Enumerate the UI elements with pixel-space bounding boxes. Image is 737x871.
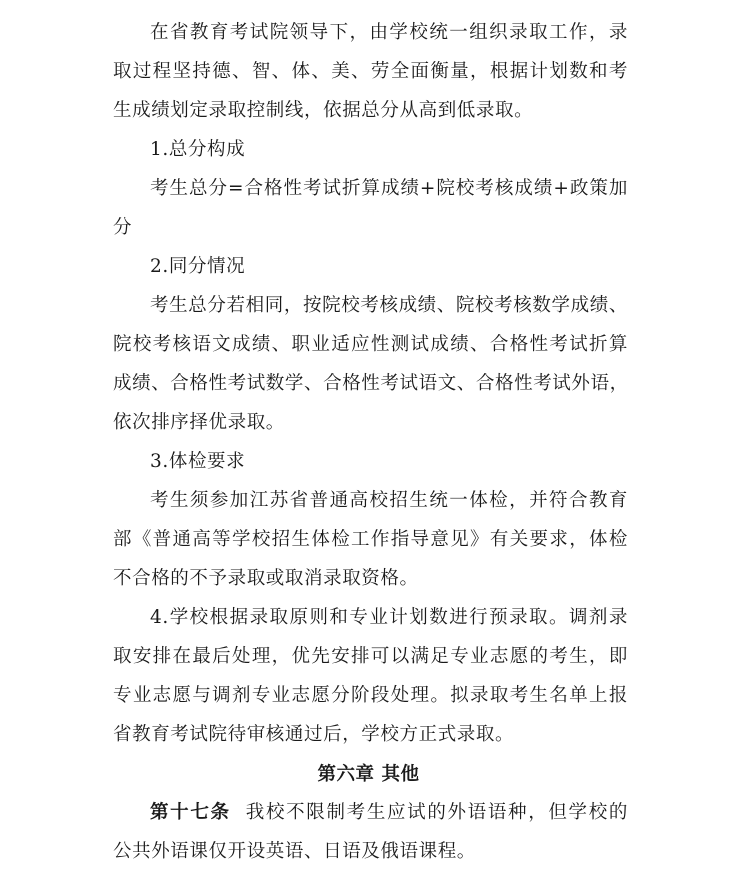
paragraph-line: 部《普通高等学校招生体检工作指导意见》有关要求，体检 bbox=[113, 529, 628, 550]
article-text: 我校不限制考生应试的外语语种，但学校的 bbox=[244, 802, 628, 823]
paragraph-line: 取过程坚持德、智、体、美、劳全面衡量，根据计划数和考 bbox=[113, 61, 628, 82]
section-title-physical-exam: 3.体检要求 bbox=[150, 451, 246, 472]
paragraph-line: 取安排在最后处理，优先安排可以满足专业志愿的考生，即 bbox=[113, 646, 628, 667]
paragraph-line: 依次排序择优录取。 bbox=[113, 412, 285, 433]
paragraph-line: 在省教育考试院领导下，由学校统一组织录取工作，录 bbox=[150, 22, 628, 43]
paragraph-line: 成绩、合格性考试数学、合格性考试语文、合格性考试外语， bbox=[113, 373, 629, 394]
chapter-heading: 第六章 其他 bbox=[317, 764, 420, 785]
paragraph-line: 不合格的不予录取或取消录取资格。 bbox=[113, 568, 419, 589]
article-line bbox=[150, 801, 628, 825]
paragraph-line: 院校考核语文成绩、职业适应性测试成绩、合格性考试折算 bbox=[113, 334, 628, 355]
paragraph-line: 分 bbox=[113, 217, 133, 238]
paragraph-line: 4.学校根据录取原则和专业计划数进行预录取。调剂录 bbox=[150, 607, 628, 628]
paragraph-line: 省教育考试院待审核通过后，学校方正式录取。 bbox=[113, 724, 515, 745]
paragraph-line: 考生须参加江苏省普通高校招生统一体检，并符合教育 bbox=[150, 490, 628, 511]
paragraph-line: 考生总分若相同，按院校考核成绩、院校考核数学成绩、 bbox=[150, 295, 628, 316]
section-title-tie-scores: 2.同分情况 bbox=[150, 256, 246, 277]
paragraph-line: 考生总分=合格性考试折算成绩+院校考核成绩+政策加 bbox=[150, 178, 628, 199]
paragraph-line: 生成绩划定录取控制线，依据总分从高到低录取。 bbox=[113, 100, 534, 121]
paragraph-line: 公共外语课仅开设英语、日语及俄语课程。 bbox=[113, 841, 476, 862]
paragraph-line: 专业志愿与调剂专业志愿分阶段处理。拟录取考生名单上报 bbox=[113, 685, 628, 706]
article-label: 第十七条 bbox=[150, 802, 231, 823]
section-title-total-score: 1.总分构成 bbox=[150, 139, 246, 160]
